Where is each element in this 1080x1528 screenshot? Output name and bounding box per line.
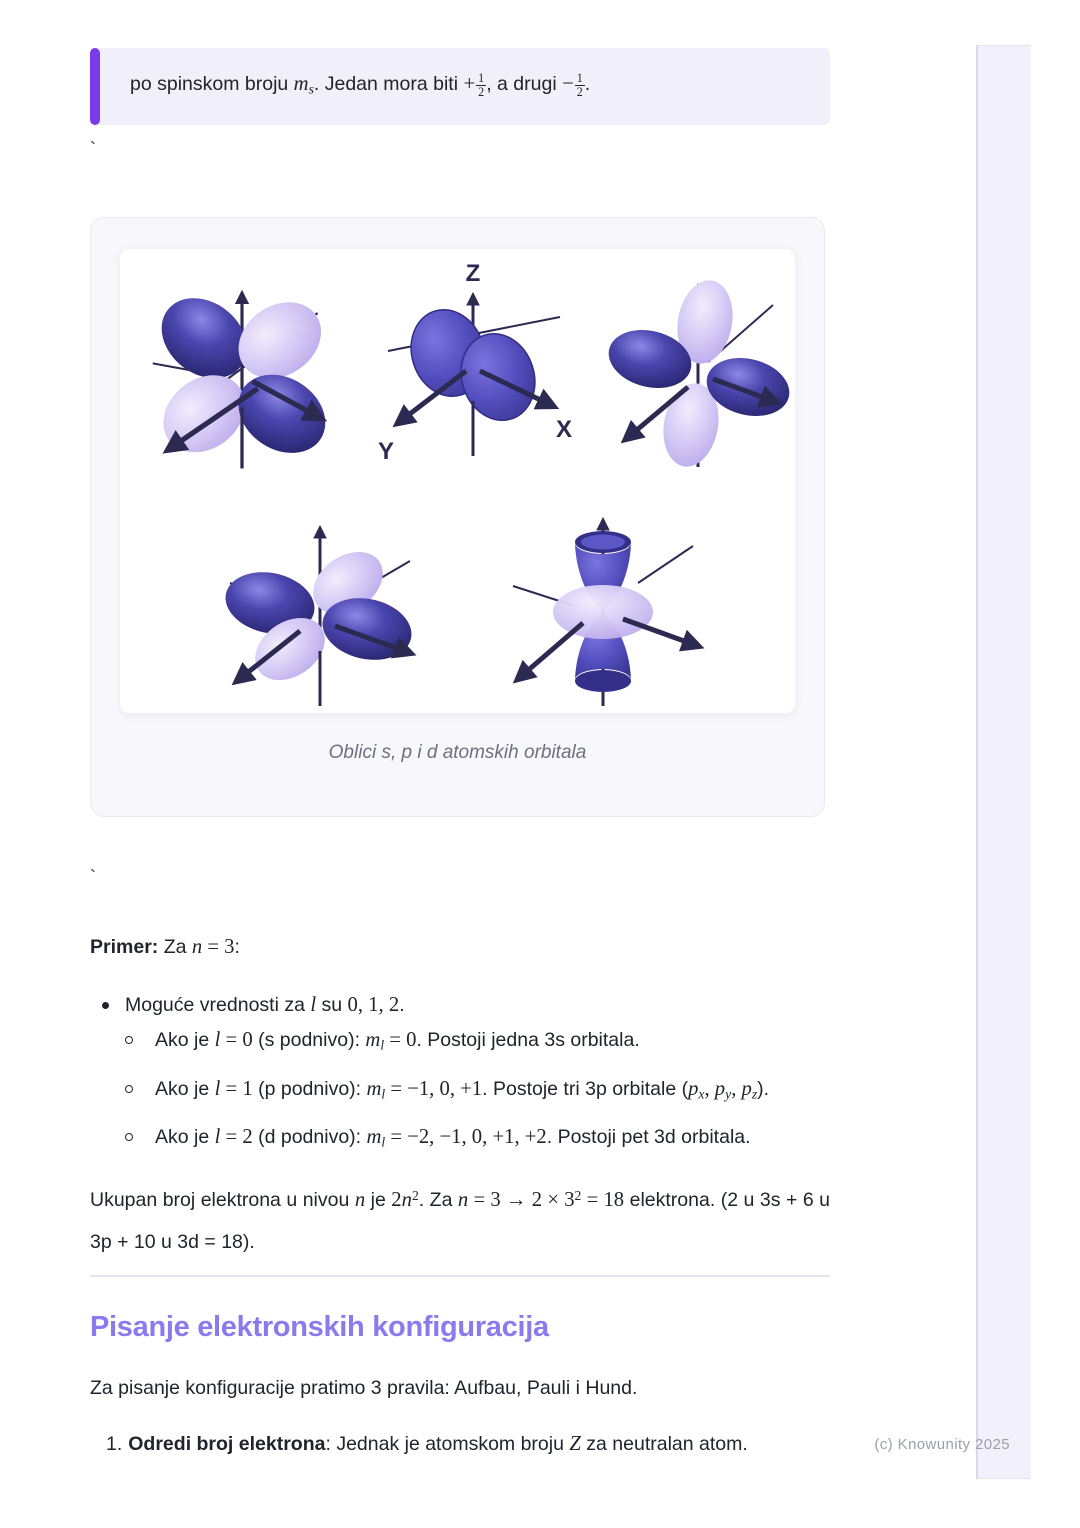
list-item-text: Ako je l = 1 (p podnivo): ml = −1, 0, +1. Postoje tri 3p orbitale (px, py, pz). [155, 1077, 770, 1102]
stray-backtick: ` [90, 139, 96, 160]
orbital-lobes [553, 531, 653, 692]
callout [90, 48, 830, 125]
section-heading: Pisanje elektronskih konfiguracija [90, 1310, 549, 1343]
document-page [90, 0, 830, 1458]
d-orbital-diagonal-figure [132, 271, 352, 481]
y-axis-label: Y [377, 438, 395, 466]
copyright: (c) Knowunity 2025 [874, 1436, 1010, 1453]
step-number: 1. [106, 1432, 123, 1455]
figure-caption: Oblici s, p i d atomskih orbitala [328, 742, 587, 764]
list-item-text: Moguće vrednosti za l su 0, 1, 2. [125, 994, 405, 1017]
step-text: Odredi broj elektrona: Jednak je atomskom broju Z za neutralan atom. [128, 1432, 748, 1455]
electron-count-paragraph: Ukupan broj elektrona u nivou n je $2n^2$. Za $n = 3 \to 2 \times 3^2 = 18$ elektrona. (2 u 3s + 6 u 3p + 10 u 3d = 18). [90, 1187, 830, 1253]
section-divider [90, 1275, 830, 1277]
p-orbital-figure [368, 251, 588, 481]
list-item [125, 1075, 830, 1108]
z-axis-label: Z [465, 260, 481, 288]
list-item-text: Ako je l = 2 (d podnivo): ml = −2, −1, 0, +1, +2. Postoji pet 3d orbitala. [155, 1126, 751, 1150]
list-item [125, 1123, 830, 1156]
sublist [125, 1026, 830, 1156]
section-intro: Za pisanje konfiguracije pratimo 3 pravila: Aufbau, Pauli i Hund. [90, 1376, 638, 1399]
d-orbital-cross-figure [598, 267, 798, 482]
list-item [125, 1026, 830, 1059]
list-item-text: Ako je l = 0 (s podnivo): ml = 0. Postoji jedna 3s orbitala. [155, 1029, 640, 1053]
numbered-step [90, 1430, 830, 1458]
example-heading: Primer: Za n = 3: [90, 936, 240, 959]
callout-text: po spinskom broju ms. Jedan mora biti + $\frac{1}{2}$ , a drugi − $\frac{1}{2}$ . [130, 70, 591, 99]
values-list [90, 991, 830, 1156]
stray-backtick: ` [90, 867, 96, 888]
orbitals-card [90, 217, 825, 817]
x-axis-label: X [555, 416, 573, 444]
d-orbital-horizontal-figure [215, 521, 435, 711]
orbitals-image [119, 248, 796, 714]
side-rail [976, 45, 1031, 1479]
dz2-orbital-figure [488, 511, 728, 711]
list-item [90, 991, 830, 1156]
